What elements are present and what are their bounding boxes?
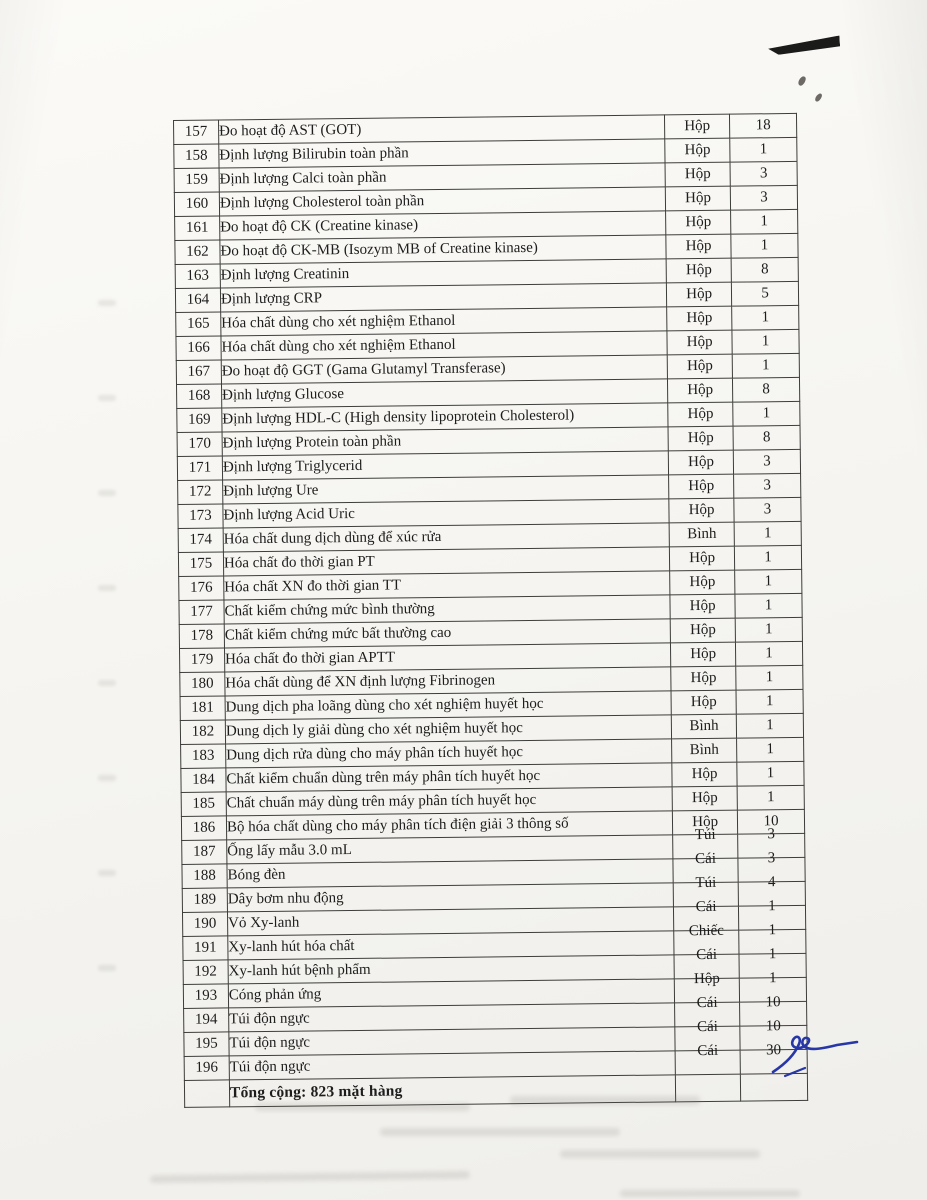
row-number-cell-text: 160 [185, 195, 209, 212]
unit-cell [669, 474, 734, 499]
quantity-cell-text: 1 [768, 922, 777, 939]
row-number-cell-text: 182 [191, 723, 215, 740]
row-number-cell [181, 792, 226, 817]
supply-table-wrapper [173, 113, 808, 1108]
total-row-number-cell [184, 1080, 229, 1108]
row-number-cell [179, 576, 224, 601]
row-number-cell-text: 159 [185, 171, 208, 188]
unit-cell-text: Cái [696, 1018, 718, 1036]
unit-cell-text: Cái [695, 850, 717, 868]
item-name-cell-text: Hóa chất dùng cho xét nghiệm Ethanol [221, 312, 456, 332]
unit-cell [667, 330, 732, 355]
row-number-cell-text: 186 [192, 819, 216, 836]
row-number-cell-text: 192 [194, 963, 217, 980]
row-number-cell-text: 168 [187, 387, 211, 404]
unit-cell-text: Hộp [692, 813, 719, 831]
row-number-cell [174, 168, 219, 193]
unit-cell-text: Hộp [689, 621, 716, 639]
quantity-cell-text: 1 [765, 645, 773, 662]
quantity-cell [736, 713, 803, 738]
row-number-cell-text: 165 [186, 315, 210, 332]
row-number-cell-text: 157 [184, 123, 208, 140]
unit-cell [668, 426, 733, 451]
unit-cell-text: Hộp [688, 501, 715, 519]
row-number-cell [179, 624, 224, 649]
quantity-cell-text: 8 [760, 261, 769, 278]
quantity-cell [733, 401, 800, 426]
unit-cell-text: Hộp [691, 789, 718, 807]
item-name-cell-text: Chất chuẩn máy dùng trên máy phân tích huyết học [226, 791, 537, 812]
row-number-cell-text: 183 [191, 747, 215, 764]
unit-cell [668, 450, 733, 475]
item-name-cell-text: Dung dịch rửa dùng cho máy phân tích huyết học [226, 744, 524, 764]
row-number-cell [181, 768, 226, 793]
ghost-tick [98, 585, 116, 591]
unit-cell-text: Hộp [691, 765, 718, 783]
row-number-cell [174, 120, 219, 145]
quantity-cell-text: 3 [763, 477, 772, 494]
quantity-cell-text: 1 [765, 669, 774, 686]
unit-cell-text: Túi [694, 826, 716, 844]
row-number-cell [176, 336, 221, 361]
row-number-cell-text: 180 [191, 675, 214, 692]
unit-cell [671, 666, 736, 691]
pen-mark-2 [814, 92, 823, 102]
quantity-cell [732, 329, 799, 354]
quantity-cell [732, 353, 799, 378]
item-name-cell-text: Định lượng Ure [223, 482, 319, 500]
quantity-cell-text: 1 [765, 621, 773, 638]
quantity-cell-text: 8 [762, 429, 771, 446]
unit-cell [669, 498, 734, 523]
quantity-cell-text: 3 [767, 826, 776, 843]
row-number-cell [177, 456, 222, 481]
row-number-cell [177, 432, 222, 457]
row-number-cell-text: 167 [187, 363, 211, 380]
row-number-cell-text: 158 [185, 147, 208, 164]
unit-cell-text: Hộp [685, 189, 712, 207]
quantity-cell [733, 449, 800, 474]
item-name-cell-text: Hóa chất dùng để XN định lượng Fibrinogen [225, 672, 496, 692]
quantity-cell-text: 1 [764, 573, 773, 590]
quantity-cell-text: 8 [762, 381, 770, 398]
row-number-cell [180, 696, 225, 721]
unit-cell [665, 162, 730, 187]
quantity-cell-text: 1 [761, 309, 770, 326]
unit-cell-text: Bình [689, 717, 719, 735]
unit-cell [668, 378, 733, 403]
row-number-cell-text: 184 [192, 771, 215, 788]
item-name-cell-text: Dung dịch ly giải dùng cho xét nghiệm huyết học [225, 720, 523, 740]
item-name-cell-text: Định lượng Protein toàn phần [222, 433, 402, 452]
unit-cell-text: Hộp [686, 285, 713, 303]
unit-cell [670, 594, 735, 619]
row-number-cell-text: 179 [190, 651, 214, 668]
item-name-cell-text: Hóa chất XN đo thời gian TT [224, 577, 402, 596]
unit-cell-text: Cái [696, 994, 718, 1012]
row-number-cell [182, 912, 227, 937]
quantity-cell-text: 1 [768, 898, 776, 915]
unit-cell-text: Hộp [684, 165, 711, 183]
row-number-cell [177, 384, 222, 409]
row-number-cell-text: 163 [186, 267, 210, 284]
quantity-cell [731, 233, 798, 258]
item-name-cell-text: Định lượng Acid Uric [223, 505, 355, 524]
quantity-cell [737, 785, 804, 810]
row-number-cell [183, 936, 228, 961]
quantity-cell-text: 5 [761, 285, 769, 302]
row-number-cell [178, 552, 223, 577]
row-number-cell [182, 888, 227, 913]
unit-cell-text: Bình [689, 741, 719, 759]
row-number-cell-text: 195 [195, 1035, 218, 1052]
row-number-cell-text: 196 [195, 1059, 219, 1076]
unit-cell [665, 186, 730, 211]
row-number-cell [184, 1056, 229, 1081]
unit-cell-text: Cái [697, 1042, 719, 1060]
quantity-cell [730, 113, 797, 138]
quantity-cell-text: 4 [767, 874, 776, 891]
quantity-cell-text: 1 [766, 717, 774, 734]
quantity-cell [734, 497, 801, 522]
row-number-cell [181, 816, 226, 841]
supply-items-table [173, 113, 808, 1108]
item-name-cell-text: Dây bơm nhu động [227, 890, 344, 908]
row-number-cell [182, 864, 227, 889]
bleed-smudge [255, 1103, 470, 1111]
row-number-cell-text: 173 [189, 507, 212, 524]
row-number-cell [174, 144, 219, 169]
unit-cell-text: Chiếc [688, 922, 724, 940]
item-name-cell-text: Hóa chất dung dịch dùng để xúc rửa [223, 528, 442, 548]
unit-cell-text: Hộp [688, 477, 715, 495]
quantity-cell-text: 18 [755, 117, 771, 134]
item-name-cell-text: Bộ hóa chất dùng cho máy phân tích điện giải 3 thông số [226, 815, 569, 836]
unit-cell-text: Hộp [690, 669, 717, 687]
unit-cell [667, 354, 732, 379]
quantity-cell [731, 257, 798, 282]
unit-cell-text: Cái [695, 898, 717, 916]
row-number-cell [177, 408, 222, 433]
quantity-cell-text: 1 [766, 789, 775, 806]
row-number-cell-text: 187 [192, 843, 216, 860]
row-number-cell-text: 178 [190, 627, 214, 644]
quantity-cell-text: 1 [761, 333, 770, 350]
ghost-tick [98, 680, 116, 686]
unit-cell [666, 258, 731, 283]
row-number-cell-text: 169 [188, 411, 211, 428]
unit-cell [671, 714, 736, 739]
unit-cell-text: Hộp [689, 597, 716, 615]
item-name-cell-text: Hóa chất đo thời gian APTT [224, 649, 396, 668]
unit-cell [672, 786, 737, 811]
unit-cell [667, 306, 732, 331]
quantity-cell-text: 1 [768, 970, 777, 987]
ghost-tick [98, 870, 116, 876]
row-number-cell [175, 288, 220, 313]
unit-cell [672, 762, 737, 787]
quantity-cell [730, 161, 797, 186]
pen-mark-1 [797, 75, 807, 87]
row-number-cell [183, 984, 228, 1009]
unit-cell [665, 114, 730, 139]
item-name-cell-text: Định lượng Creatinin [220, 266, 350, 284]
row-number-cell-text: 181 [191, 699, 214, 716]
row-number-cell [180, 720, 225, 745]
quantity-cell [736, 641, 803, 666]
unit-cell-text: Hộp [686, 333, 713, 351]
item-name-cell-text: Đo hoạt độ CK-MB (Isozym MB of Creatine kinase) [220, 239, 538, 260]
quantity-cell-text: 1 [759, 141, 768, 158]
quantity-cell [735, 617, 802, 642]
quantity-cell-text: 30 [766, 1042, 782, 1059]
unit-cell [671, 690, 736, 715]
item-name-cell-text: Định lượng CRP [220, 290, 323, 308]
row-number-cell [178, 504, 223, 529]
ghost-tick [98, 395, 116, 401]
ghost-tick [98, 775, 116, 781]
item-name-cell-text: Chất kiểm chứng mức bất thường cao [224, 624, 452, 644]
unit-cell [668, 402, 733, 427]
row-number-cell-text: 185 [192, 795, 216, 812]
bleed-smudge [560, 1150, 760, 1158]
row-number-cell-text: 161 [185, 219, 209, 236]
unit-cell-text: Hộp [687, 429, 714, 447]
quantity-cell [731, 209, 798, 234]
quantity-cell [733, 425, 800, 450]
unit-cell-text: Hộp [690, 693, 717, 711]
row-number-cell [175, 240, 220, 265]
item-name-cell-text: Đo hoạt độ CK (Creatine kinase) [220, 217, 419, 236]
item-name-cell-text: Chất kiểm chuẩn dùng trên máy phân tích huyết học [226, 767, 541, 788]
quantity-cell [731, 281, 798, 306]
row-number-cell [176, 360, 221, 385]
row-number-cell-text: 170 [188, 435, 211, 452]
item-name-cell-text: Đo hoạt độ GGT (Gama Glutamyl Transferase) [221, 360, 506, 380]
item-name-cell-text: Túi độn ngực [229, 1034, 311, 1052]
item-name-cell-text: Định lượng Glucose [221, 386, 345, 404]
ghost-tick [98, 965, 116, 971]
bleed-smudge [380, 1128, 620, 1136]
row-number-cell-text: 166 [187, 339, 210, 356]
item-name-cell-text: Định lượng Triglycerid [222, 457, 363, 476]
row-number-cell-text: 190 [193, 915, 217, 932]
unit-cell-text: Hộp [690, 645, 717, 663]
unit-cell-text: Hộp [685, 237, 712, 255]
row-number-cell [179, 600, 224, 625]
unit-cell [672, 738, 737, 763]
unit-cell [675, 1042, 740, 1075]
quantity-cell-text: 3 [763, 453, 771, 470]
quantity-cell [737, 761, 804, 786]
unit-cell-text: Hộp [693, 970, 720, 988]
unit-cell-text: Hộp [686, 309, 713, 327]
unit-cell [671, 642, 736, 667]
quantity-cell [730, 137, 797, 162]
item-name-cell-text: Dung dịch pha loãng dùng cho xét nghiệm huyết học [225, 695, 544, 716]
unit-cell [667, 282, 732, 307]
item-name-cell-text: Bóng đèn [227, 866, 286, 884]
row-number-cell-text: 194 [194, 1011, 218, 1028]
quantity-cell-text: 1 [763, 525, 772, 542]
unit-cell-text: Hộp [689, 573, 716, 591]
ghost-tick [98, 300, 116, 306]
unit-cell-text: Hộp [684, 117, 711, 135]
row-number-cell [174, 192, 219, 217]
row-number-cell-text: 162 [186, 243, 209, 260]
unit-cell [666, 210, 731, 235]
row-number-cell-text: 172 [188, 483, 212, 500]
quantity-cell-text: 1 [766, 765, 775, 782]
row-number-cell-text: 171 [188, 459, 212, 476]
row-number-cell-text: 189 [193, 891, 217, 908]
unit-cell-text: Hộp [688, 453, 715, 471]
quantity-cell [735, 569, 802, 594]
quantity-cell-text: 3 [759, 165, 768, 182]
item-name-cell-text: Xy-lanh hút bệnh phẩm [228, 961, 371, 980]
unit-cell-text: Hộp [685, 213, 712, 231]
quantity-cell [736, 689, 803, 714]
quantity-cell [737, 737, 804, 762]
row-number-cell-text: 175 [189, 555, 213, 572]
item-name-cell-text: Định lượng Calci toàn phần [219, 169, 387, 188]
quantity-cell [735, 593, 802, 618]
bleed-smudge [510, 1096, 700, 1105]
quantity-cell [732, 305, 799, 330]
row-number-cell-text: 176 [189, 579, 213, 596]
quantity-cell-text: 3 [760, 189, 768, 206]
item-name-cell-text: Chất kiểm chứng mức bình thường [224, 601, 435, 620]
items-table-body [174, 113, 808, 1080]
quantity-cell [734, 473, 801, 498]
scanner-corner-shadow [768, 36, 841, 56]
row-number-cell-text: 164 [186, 291, 210, 308]
item-name-cell-text: Ống lấy mẫu 3.0 mL [227, 842, 352, 860]
row-number-cell [179, 648, 224, 673]
unit-cell-text: Hộp [687, 381, 714, 399]
item-name-cell-text: Cóng phản ứng [228, 986, 322, 1004]
quantity-cell-text: 10 [765, 1018, 781, 1035]
quantity-cell-text: 1 [764, 549, 772, 566]
row-number-cell [184, 1008, 229, 1033]
item-name-cell-text: Vỏ Xy-lanh [227, 914, 300, 932]
quantity-cell-text: 1 [762, 405, 771, 422]
quantity-cell-text: 1 [764, 597, 773, 614]
item-name-cell-text: Xy-lanh hút hóa chất [228, 937, 355, 956]
item-name-cell-text: Định lượng Cholesterol toàn phần [219, 193, 425, 212]
unit-cell-text: Cái [696, 946, 718, 964]
unit-cell [665, 138, 730, 163]
row-number-cell [183, 960, 228, 985]
quantity-cell-text: 3 [763, 501, 772, 518]
quantity-cell-text: 1 [760, 237, 769, 254]
row-number-cell [175, 264, 220, 289]
row-number-cell-text: 188 [193, 867, 216, 884]
row-number-cell [178, 528, 223, 553]
item-name-cell-text: Định lượng Bilirubin toàn phần [219, 145, 409, 164]
row-number-cell [178, 480, 223, 505]
row-number-cell-text: 177 [190, 603, 213, 620]
row-number-cell-text: 174 [189, 531, 213, 548]
unit-cell-text: Hộp [689, 549, 716, 567]
unit-cell-text: Hộp [685, 261, 712, 279]
quantity-cell [733, 377, 800, 402]
row-number-cell [175, 216, 220, 241]
unit-cell [670, 570, 735, 595]
quantity-cell-text: 1 [766, 741, 775, 758]
quantity-cell-text: 10 [763, 813, 779, 830]
bleed-smudge [620, 1190, 800, 1197]
row-number-cell-text: 191 [194, 939, 217, 956]
item-name-cell-text: Đo hoạt độ AST (GOT) [218, 121, 362, 140]
row-number-cell [181, 744, 226, 769]
row-number-cell [182, 840, 227, 865]
row-number-cell [176, 312, 221, 337]
unit-cell-text: Túi [695, 874, 717, 892]
unit-cell-text: Hộp [686, 357, 713, 375]
bleed-smudge [150, 1171, 470, 1183]
quantity-cell [734, 521, 801, 546]
quantity-cell-text: 1 [760, 213, 769, 230]
unit-cell [666, 234, 731, 259]
row-number-cell [180, 672, 225, 697]
item-name-cell-text: Hóa chất dùng cho xét nghiệm Ethanol [221, 336, 456, 356]
quantity-cell [736, 665, 803, 690]
item-name-cell-text: Túi độn ngực [229, 1058, 311, 1076]
unit-cell [670, 618, 735, 643]
quantity-cell-text: 1 [768, 946, 777, 963]
ghost-tick [98, 490, 116, 496]
quantity-cell-text: 3 [767, 850, 776, 867]
quantity-cell-text: 1 [762, 357, 770, 374]
item-name-cell-text: Định lượng HDL-C (High density lipoprotein Cholesterol) [222, 407, 575, 428]
quantity-cell-text: 10 [765, 994, 781, 1011]
row-number-cell [184, 1032, 229, 1057]
unit-cell-text: Hộp [684, 141, 711, 159]
unit-cell [670, 546, 735, 571]
item-name-cell-text: Túi độn ngực [229, 1010, 310, 1028]
quantity-cell-text: 1 [765, 693, 774, 710]
unit-cell [669, 522, 734, 547]
item-name-cell-text: Hóa chất đo thời gian PT [223, 553, 375, 572]
signature-mark [765, 1030, 875, 1085]
quantity-cell [734, 545, 801, 570]
row-number-cell-text: 193 [194, 987, 218, 1004]
total-label: Tổng cộng: 823 mặt hàng [229, 1082, 403, 1102]
quantity-cell [730, 185, 797, 210]
unit-cell-text: Hộp [687, 405, 714, 423]
unit-cell-text: Bình [687, 525, 717, 543]
